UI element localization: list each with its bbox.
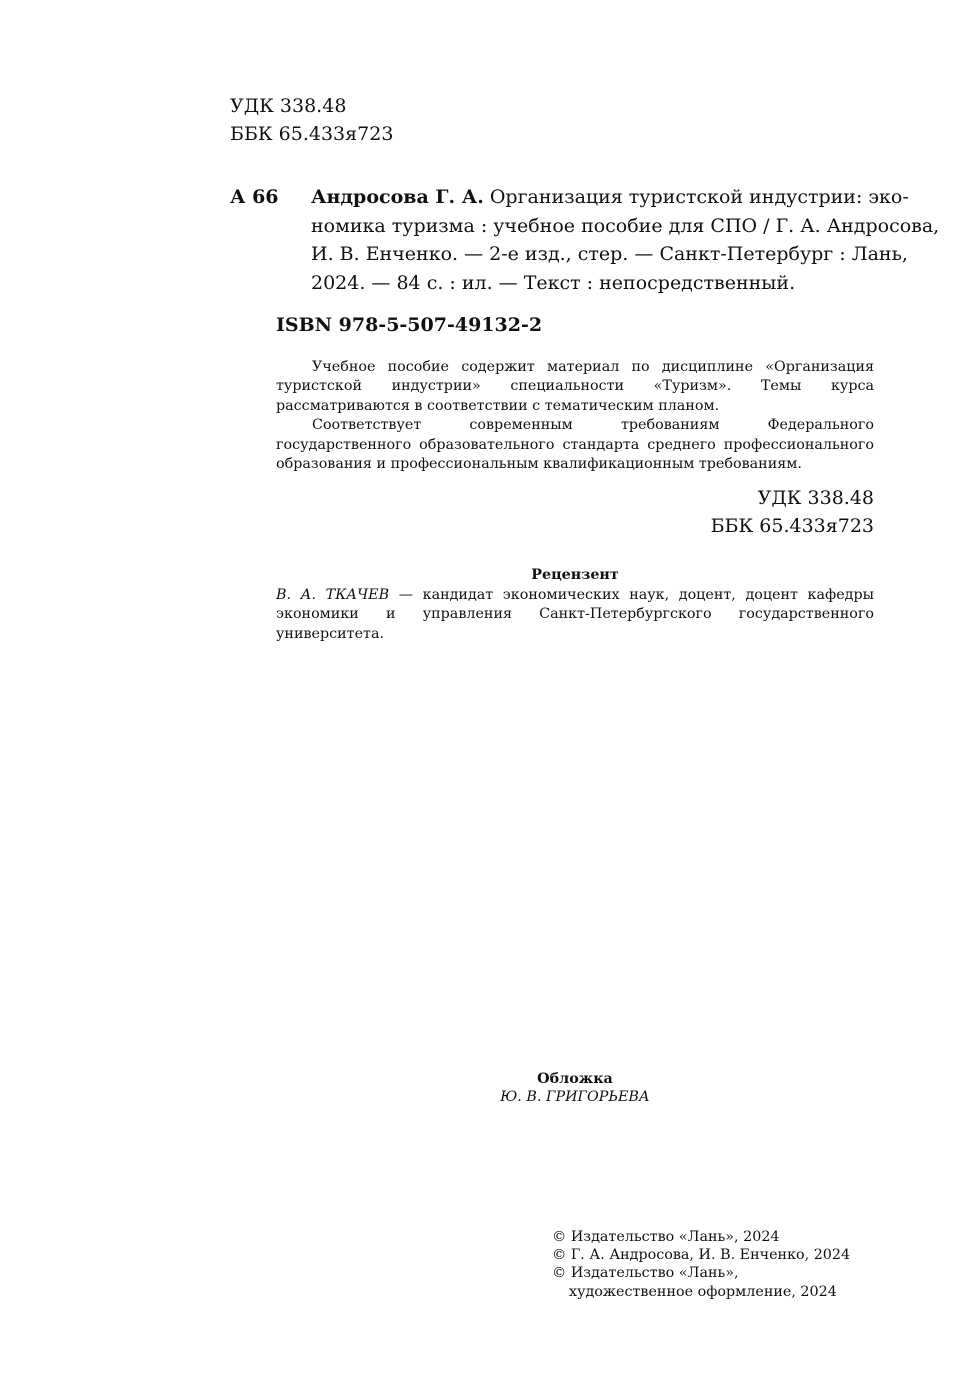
annotation-paragraph: Учебное пособие содержит материал по дисциплине «Организация туристской индустрии» специальности «Туризм». Темы курса рассматриваются в соответствии с тематическим планом. xyxy=(276,359,874,414)
copyright-line: © Г. А. Андросова, И. В. Енченко, 2024 xyxy=(552,1247,851,1264)
author-name: Андросова Г. А. xyxy=(311,186,484,208)
cover-designer: Ю. В. ГРИГОРЬЕВА xyxy=(500,1089,650,1105)
udk-block-top xyxy=(230,92,393,148)
copyright-line: © Издательство «Лань», 2024 xyxy=(552,1229,780,1245)
biblio-line-1: Организация туристской индустрии: эко- xyxy=(483,186,909,208)
bbk-code: ББК 65.433я723 xyxy=(230,123,394,145)
copyright-block xyxy=(552,1228,850,1301)
biblio-line-3: И. В. Енченко. — 2-е изд., стер. — Санкт-Петербург : Лань, xyxy=(311,243,908,265)
copyright-line: художественное оформление, 2024 xyxy=(569,1283,837,1300)
reviewer-name: В. А. ТКАЧЕВ xyxy=(276,587,390,603)
reviewer-text xyxy=(276,586,874,644)
annotation-paragraph: Соответствует современным требованиям Федерального государственного образовательного стандарта среднего профессионального образования и профессиональным квалификационным требованиям. xyxy=(276,417,874,473)
annotation xyxy=(276,358,874,474)
udk-code: УДК 338.48 xyxy=(230,95,347,117)
udk-block-right xyxy=(600,484,874,540)
bbk-code: ББК 65.433я723 xyxy=(710,515,874,537)
reviewer-description: — кандидат экономических наук, доцент, доцент кафедры экономики и управления Санкт-Петербургского государственного университета. xyxy=(276,587,875,642)
reviewer-heading: Рецензент xyxy=(531,567,619,583)
isbn: ISBN 978-5-507-49132-2 xyxy=(276,314,543,336)
author-mark: А 66 xyxy=(230,186,279,208)
udk-code: УДК 338.48 xyxy=(757,487,874,509)
copyright-line: © Издательство «Лань», xyxy=(552,1265,739,1282)
bibliographic-record xyxy=(311,183,940,297)
biblio-line-2: номика туризма : учебное пособие для СПО / Г. А. Андросова, xyxy=(311,214,940,237)
biblio-line-4: 2024. — 84 с. : ил. — Текст : непосредственный. xyxy=(311,271,796,294)
cover-heading: Обложка xyxy=(537,1071,613,1087)
